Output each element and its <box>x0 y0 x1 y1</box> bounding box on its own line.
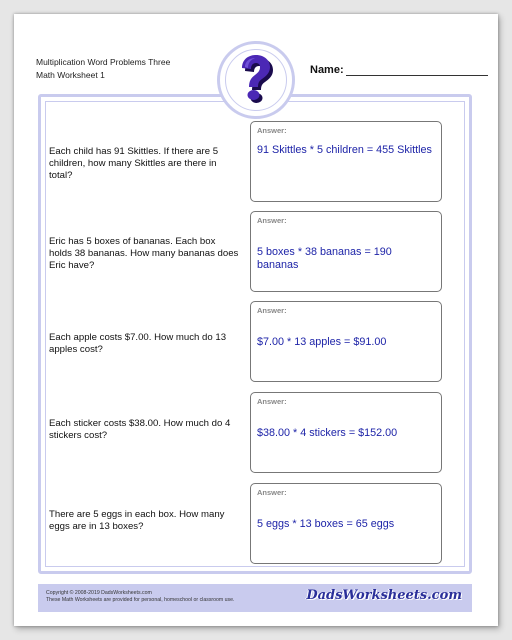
answer-box[interactable] <box>250 392 442 473</box>
problem-text: Each apple costs $7.00. How much do 13 apples cost? <box>49 332 227 355</box>
answer-label: Answer: <box>257 306 287 315</box>
logo-inner-ring <box>225 49 287 111</box>
footer <box>38 584 472 612</box>
answer-box[interactable] <box>250 301 442 382</box>
answer-text: $7.00 * 13 apples = $91.00 <box>257 336 387 348</box>
answer-label: Answer: <box>257 397 287 406</box>
name-field <box>310 64 488 76</box>
copyright-line: Copyright © 2008-2019 DadsWorksheets.com <box>46 590 152 596</box>
answer-label: Answer: <box>257 126 287 135</box>
problem-text: Each sticker costs $38.00. How much do 4 stickers cost? <box>49 418 231 441</box>
answer-label: Answer: <box>257 488 287 497</box>
copyright <box>46 590 234 604</box>
worksheet-title <box>36 56 170 81</box>
worksheet-title-line1: Multiplication Word Problems Three <box>36 57 171 67</box>
question-mark-icon <box>233 54 279 106</box>
logo <box>217 41 295 119</box>
problem-text: Each child has 91 Skittles. If there are 5 children, how many Skittles are there in total? <box>49 146 219 181</box>
worksheet-title-line2: Math Worksheet 1 <box>36 69 105 80</box>
name-label: Name: <box>310 64 344 76</box>
problem-text: There are 5 eggs in each box. How many eggs are in 13 boxes? <box>49 509 225 532</box>
answer-box[interactable] <box>250 483 442 564</box>
problem-text: Eric has 5 boxes of bananas. Each box holds 38 bananas. How many bananas does Eric have? <box>49 236 239 271</box>
worksheet-page <box>14 14 498 626</box>
answer-text: 5 eggs * 13 boxes = 65 eggs <box>257 518 395 530</box>
answer-text: $38.00 * 4 stickers = $152.00 <box>257 427 398 439</box>
name-line[interactable] <box>346 66 488 76</box>
answer-label: Answer: <box>257 216 287 225</box>
answer-text: 91 Skittles * 5 children = 455 Skittles <box>257 144 432 156</box>
answer-text: 5 boxes * 38 bananas = 190 bananas <box>257 246 392 271</box>
usage-line: These Math Worksheets are provided for personal, homeschool or classroom use. <box>46 597 235 603</box>
answer-box[interactable] <box>250 211 442 292</box>
answer-box[interactable] <box>250 121 442 202</box>
brand-logo: DadsWorksheets.com <box>306 588 462 603</box>
